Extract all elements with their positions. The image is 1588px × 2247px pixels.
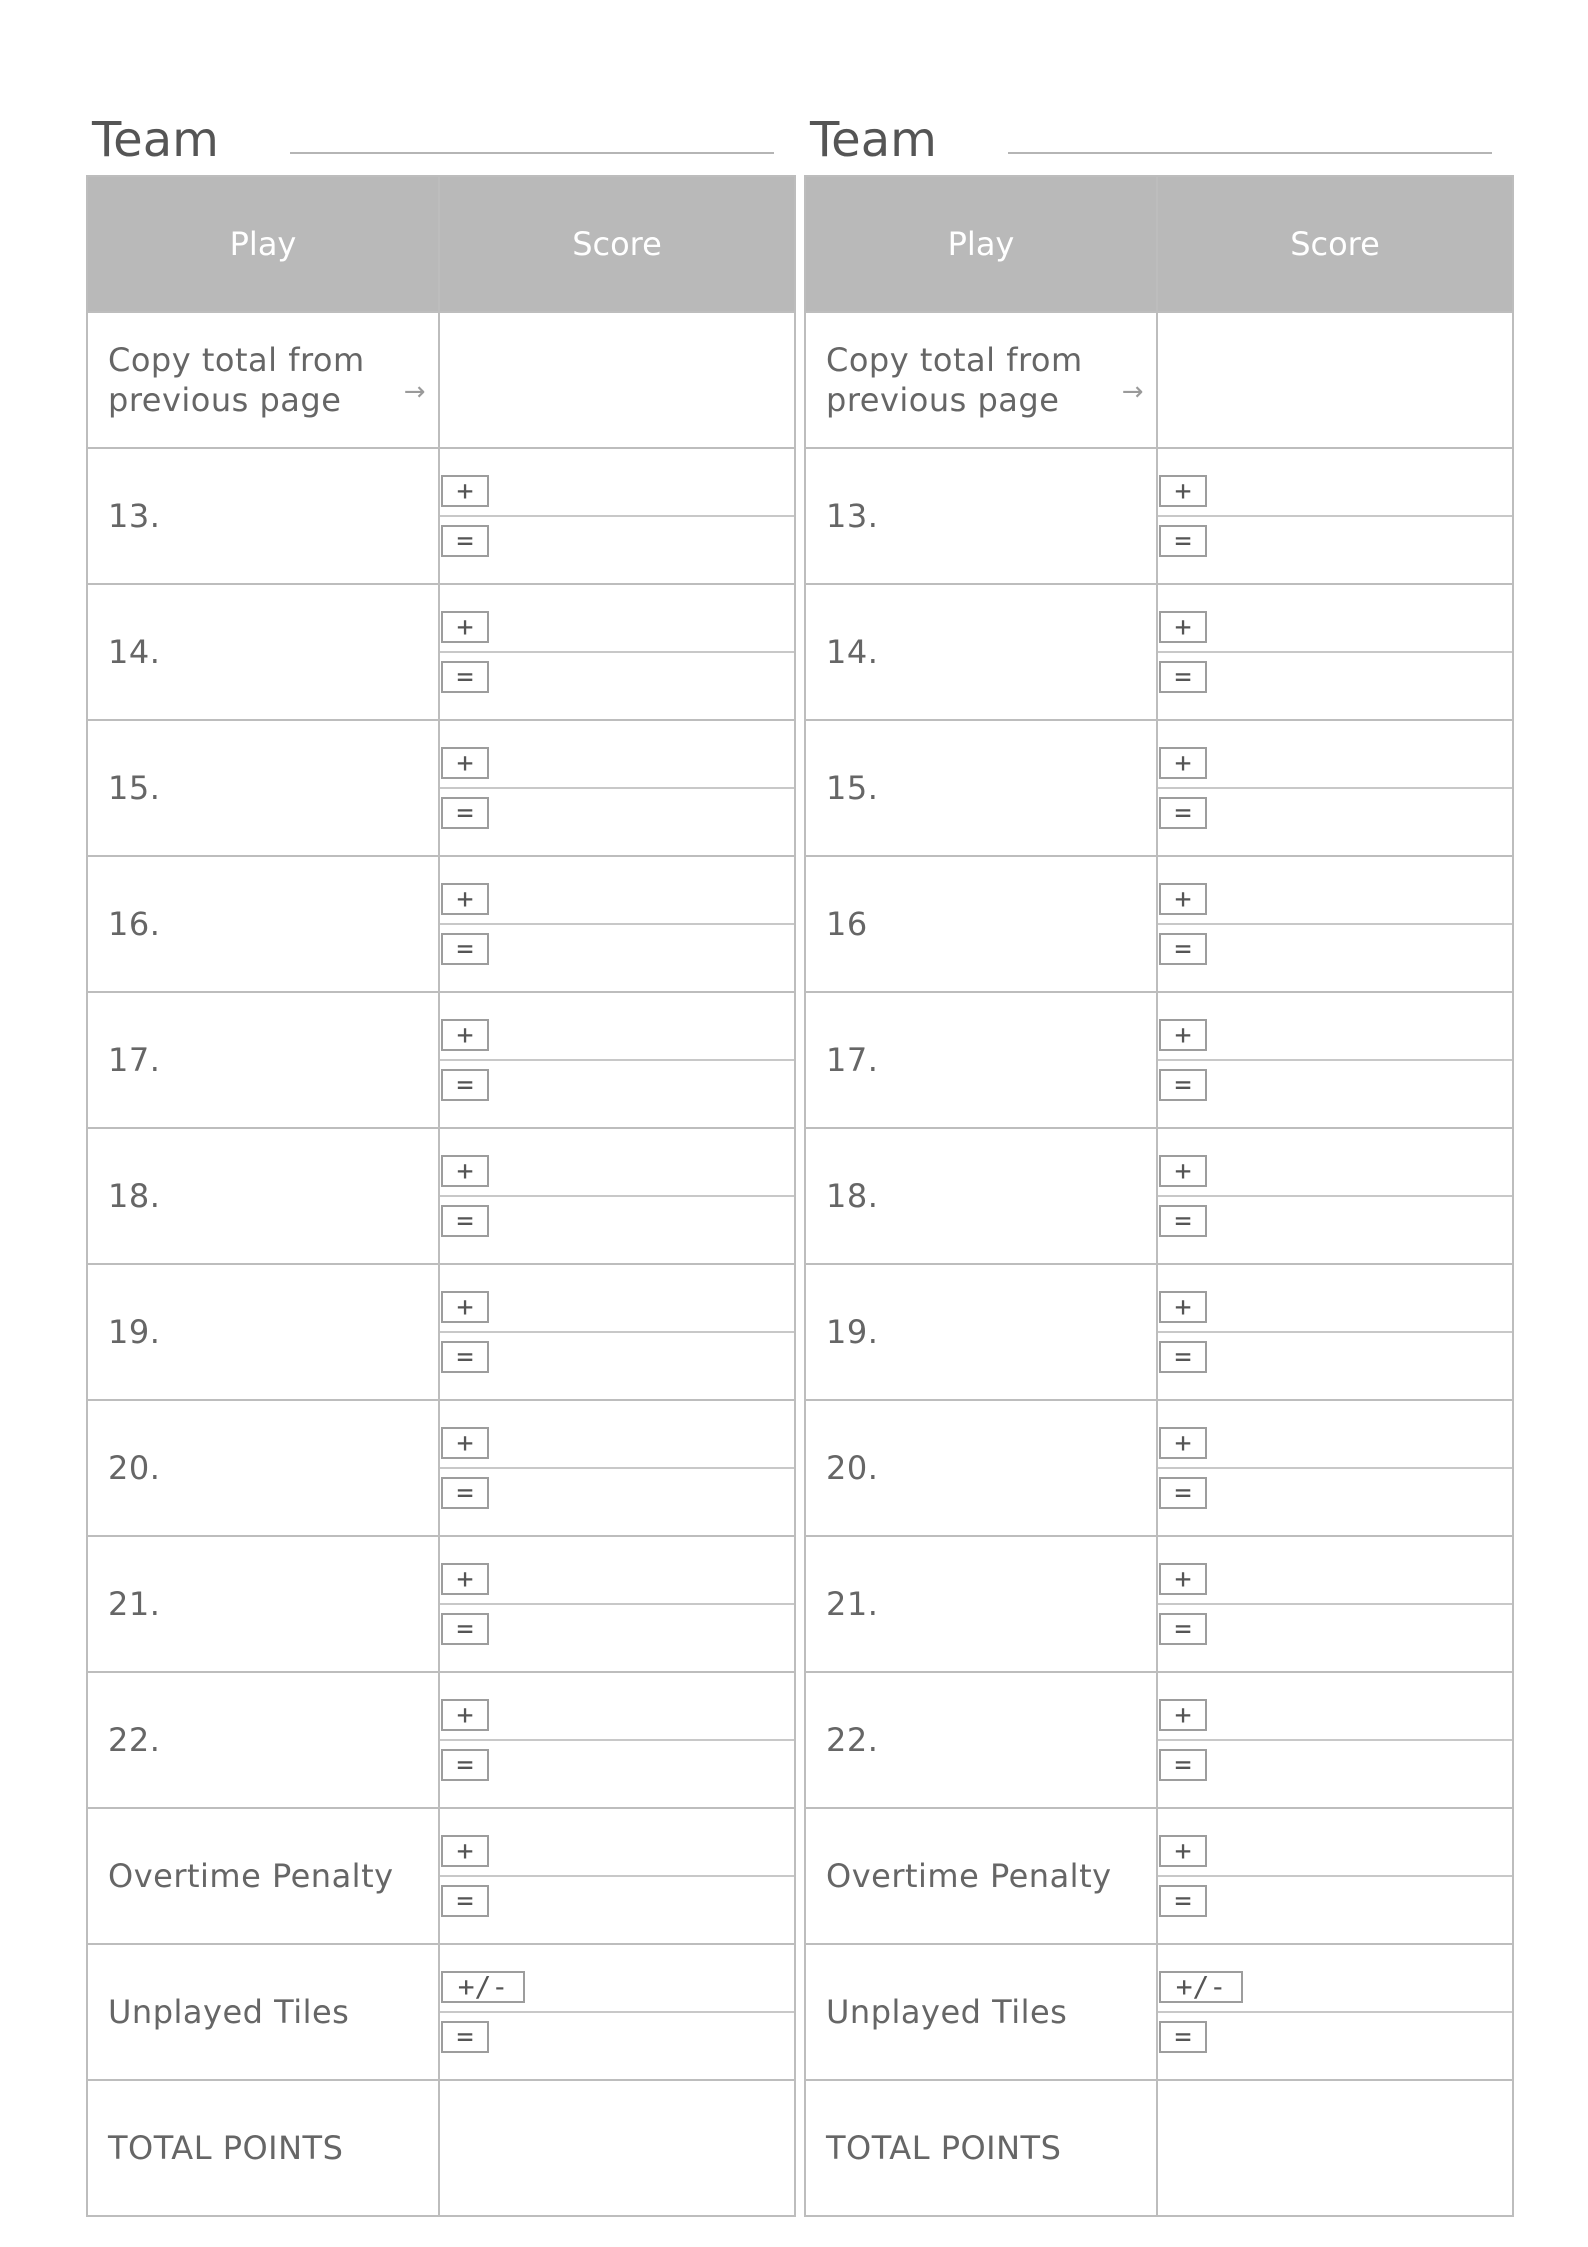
equals-box: = [441,1205,489,1237]
plus-box: + [441,883,489,915]
score-cell[interactable] [439,1944,795,2080]
score-divider [1158,1603,1512,1605]
score-divider [1158,1195,1512,1197]
score-divider [440,651,794,653]
play-row [87,1536,795,1672]
score-header: Score [1157,176,1513,312]
plus-box: + [441,1155,489,1187]
plus-box: + [441,1563,489,1595]
score-divider [1158,1331,1512,1333]
play-row [805,992,1513,1128]
play-number: 22. [805,1672,1157,1808]
plus-box: + [441,747,489,779]
score-divider [1158,923,1512,925]
score-cell[interactable] [1157,1264,1513,1400]
total-row [87,2080,795,2216]
plus-box: + [441,1291,489,1323]
score-divider [1158,515,1512,517]
score-divider [440,1739,794,1741]
play-row [87,992,795,1128]
plus-box: + [1159,1019,1207,1051]
team-label: Team [810,112,937,168]
team-row [804,110,1514,175]
carry-over-line1: Copy total from [826,341,1083,379]
team-row [86,110,796,175]
unplayed-label: Unplayed Tiles [805,1944,1157,2080]
equals-box: = [441,1749,489,1781]
unplayed-label: Unplayed Tiles [87,1944,439,2080]
score-divider [440,2011,794,2013]
equals-box: = [1159,1885,1207,1917]
plus-box: + [441,1019,489,1051]
equals-box: = [1159,1341,1207,1373]
play-number: 14. [805,584,1157,720]
play-number: 17. [805,992,1157,1128]
play-row [87,1400,795,1536]
play-number: 19. [805,1264,1157,1400]
overtime-row [87,1808,795,1944]
overtime-label: Overtime Penalty [805,1808,1157,1944]
plus-box: + [441,1427,489,1459]
header-row [805,176,1513,312]
play-number: 16 [805,856,1157,992]
play-row [805,1400,1513,1536]
equals-box: = [1159,1205,1207,1237]
scoresheet-left [86,110,796,2217]
score-cell[interactable] [439,1536,795,1672]
score-divider [440,1467,794,1469]
total-label: TOTAL POINTS [805,2080,1157,2216]
score-cell[interactable] [1157,856,1513,992]
team-label: Team [92,112,219,168]
score-divider [440,787,794,789]
play-row [805,856,1513,992]
equals-box: = [1159,1069,1207,1101]
play-number: 18. [805,1128,1157,1264]
plus-box: + [441,475,489,507]
equals-box: = [441,1885,489,1917]
equals-box: = [1159,1613,1207,1645]
overtime-label: Overtime Penalty [87,1808,439,1944]
total-score-field[interactable] [1157,2080,1513,2216]
equals-box: = [1159,933,1207,965]
score-divider [440,923,794,925]
plus-box: + [1159,1699,1207,1731]
plus-box: + [1159,883,1207,915]
score-cell[interactable] [1157,992,1513,1128]
play-number: 15. [87,720,439,856]
equals-box: = [1159,1749,1207,1781]
play-row [87,1672,795,1808]
equals-box: = [441,797,489,829]
unplayed-row [805,1944,1513,2080]
score-cell[interactable] [1157,1536,1513,1672]
play-number: 13. [805,448,1157,584]
carry-over-score-field[interactable] [1157,312,1513,448]
score-cell[interactable] [439,1672,795,1808]
overtime-row [805,1808,1513,1944]
play-row [87,448,795,584]
plus-box: + [1159,747,1207,779]
plus-box: + [1159,1563,1207,1595]
play-number: 22. [87,1672,439,1808]
plus-minus-box: +/- [1159,1971,1243,2003]
play-number: 21. [87,1536,439,1672]
equals-box: = [441,933,489,965]
carry-over-score-field[interactable] [439,312,795,448]
score-cell[interactable] [439,448,795,584]
total-label: TOTAL POINTS [87,2080,439,2216]
play-row [805,584,1513,720]
play-row [805,1672,1513,1808]
scoresheet-right [804,110,1514,2217]
play-row [87,1128,795,1264]
score-cell[interactable] [439,1128,795,1264]
score-divider [1158,1467,1512,1469]
equals-box: = [441,1613,489,1645]
equals-box: = [1159,2021,1207,2053]
play-number: 15. [805,720,1157,856]
carry-over-row [87,312,795,448]
play-number: 17. [87,992,439,1128]
unplayed-row [87,1944,795,2080]
play-row [87,1264,795,1400]
equals-box: = [441,1341,489,1373]
team-name-field[interactable] [1008,152,1492,154]
score-cell[interactable] [439,1808,795,1944]
score-cell[interactable] [439,1400,795,1536]
carry-over-line2: previous page [108,381,342,419]
carry-over-label [805,312,1157,448]
score-divider [1158,651,1512,653]
score-header: Score [439,176,795,312]
play-row [805,720,1513,856]
score-cell[interactable] [1157,1808,1513,1944]
score-table [804,175,1514,2217]
carry-over-row [805,312,1513,448]
plus-box: + [441,1835,489,1867]
score-cell[interactable] [1157,448,1513,584]
score-divider [1158,1059,1512,1061]
arrow-right-icon: → [403,377,426,407]
score-cell[interactable] [439,720,795,856]
equals-box: = [441,2021,489,2053]
carry-over-line1: Copy total from [108,341,365,379]
play-number: 13. [87,448,439,584]
carry-over-line2: previous page [826,381,1060,419]
score-divider [440,1603,794,1605]
header-row [87,176,795,312]
play-row [805,1264,1513,1400]
arrow-right-icon: → [1121,377,1144,407]
play-row [87,720,795,856]
play-number: 19. [87,1264,439,1400]
play-row [805,1536,1513,1672]
plus-box: + [441,611,489,643]
score-divider [440,1059,794,1061]
plus-box: + [1159,475,1207,507]
play-header: Play [87,176,439,312]
plus-box: + [1159,1291,1207,1323]
score-cell[interactable] [439,1264,795,1400]
play-row [87,584,795,720]
plus-box: + [1159,1427,1207,1459]
score-cell[interactable] [439,584,795,720]
score-divider [1158,2011,1512,2013]
equals-box: = [441,1477,489,1509]
carry-over-label [87,312,439,448]
score-divider [1158,1739,1512,1741]
score-cell[interactable] [1157,1128,1513,1264]
score-divider [440,1195,794,1197]
play-row [805,1128,1513,1264]
play-number: 20. [805,1400,1157,1536]
equals-box: = [441,1069,489,1101]
play-row [805,448,1513,584]
play-number: 20. [87,1400,439,1536]
equals-box: = [441,661,489,693]
play-number: 14. [87,584,439,720]
play-number: 16. [87,856,439,992]
score-divider [1158,1875,1512,1877]
score-divider [440,1331,794,1333]
plus-box: + [1159,1835,1207,1867]
play-number: 18. [87,1128,439,1264]
score-cell[interactable] [1157,720,1513,856]
score-divider [440,515,794,517]
total-score-field[interactable] [439,2080,795,2216]
play-number: 21. [805,1536,1157,1672]
score-cell[interactable] [439,856,795,992]
equals-box: = [441,525,489,557]
plus-box: + [1159,611,1207,643]
score-divider [1158,787,1512,789]
score-cell[interactable] [439,992,795,1128]
score-table [86,175,796,2217]
score-divider [440,1875,794,1877]
equals-box: = [1159,525,1207,557]
play-header: Play [805,176,1157,312]
equals-box: = [1159,797,1207,829]
plus-minus-box: +/- [441,1971,525,2003]
plus-box: + [441,1699,489,1731]
score-cell[interactable] [1157,1672,1513,1808]
score-cell[interactable] [1157,1944,1513,2080]
score-cell[interactable] [1157,1400,1513,1536]
equals-box: = [1159,661,1207,693]
total-row [805,2080,1513,2216]
play-row [87,856,795,992]
team-name-field[interactable] [290,152,774,154]
equals-box: = [1159,1477,1207,1509]
plus-box: + [1159,1155,1207,1187]
score-cell[interactable] [1157,584,1513,720]
